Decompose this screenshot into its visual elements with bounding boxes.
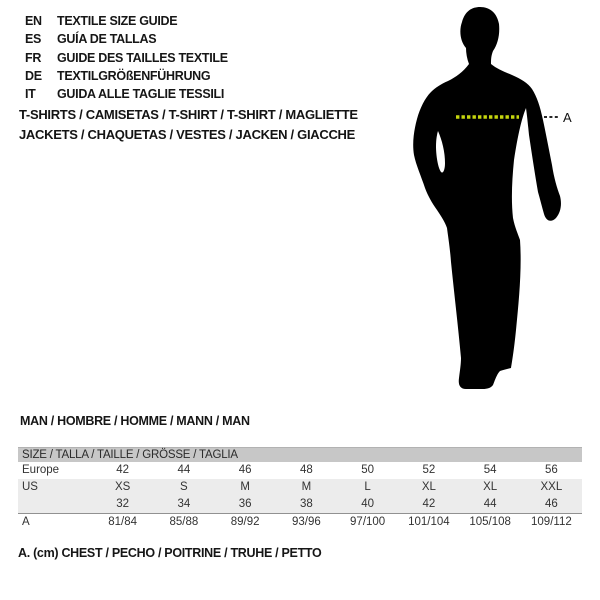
language-label: GUIDA ALLE TAGLIE TESSILI bbox=[57, 87, 225, 102]
language-label: TEXTILE SIZE GUIDE bbox=[57, 14, 178, 28]
table-row-us-numeric bbox=[18, 496, 582, 513]
row-label: A bbox=[22, 516, 30, 528]
row-label: US bbox=[22, 481, 38, 493]
table-cell: XL bbox=[483, 481, 498, 493]
table-cell: 36 bbox=[238, 498, 252, 510]
category-tshirts: T-SHIRTS / CAMISETAS / T-SHIRT / T-SHIRT / MAGLIETTE bbox=[19, 107, 358, 122]
language-label: GUIDE DES TAILLES TEXTILE bbox=[57, 50, 228, 65]
category-jackets: JACKETS / CHAQUETAS / VESTES / JACKEN / GIACCHE bbox=[19, 126, 355, 142]
language-row-fr bbox=[25, 49, 228, 67]
size-table bbox=[18, 447, 582, 531]
language-code: IT bbox=[25, 87, 36, 102]
section-title-man: MAN / HOMBRE / HOMME / MANN / MAN bbox=[20, 414, 250, 428]
table-cell: 101/104 bbox=[408, 516, 450, 528]
measure-label-a: A bbox=[563, 110, 572, 125]
table-cell: 89/92 bbox=[230, 516, 260, 528]
table-cell: 109/112 bbox=[531, 516, 572, 528]
language-list bbox=[25, 12, 228, 103]
table-cell: 42 bbox=[116, 464, 130, 476]
table-cell: 42 bbox=[422, 498, 436, 510]
man-silhouette bbox=[413, 7, 561, 389]
table-cell: XXL bbox=[540, 481, 563, 493]
table-cell: 97/100 bbox=[350, 516, 386, 528]
language-row-es bbox=[25, 30, 228, 48]
table-cell: 81/84 bbox=[108, 516, 138, 528]
language-code: ES bbox=[25, 32, 42, 47]
table-cell: 40 bbox=[361, 498, 375, 510]
table-cell: 46 bbox=[238, 464, 252, 476]
table-cell: XL bbox=[421, 481, 436, 493]
table-cell: 54 bbox=[483, 464, 497, 476]
table-cell: S bbox=[180, 481, 188, 493]
table-cell: M bbox=[301, 481, 312, 493]
table-cell: 44 bbox=[177, 464, 191, 476]
garment-categories bbox=[19, 105, 358, 144]
language-code: DE bbox=[25, 68, 42, 83]
language-code: FR bbox=[25, 50, 42, 65]
measurement-footnote: A. (cm) CHEST / PECHO / POITRINE / TRUHE / PETTO bbox=[18, 546, 322, 560]
language-row-en bbox=[25, 12, 228, 30]
row-label: Europe bbox=[22, 464, 60, 476]
table-cell: 52 bbox=[422, 464, 436, 476]
language-label: GUÍA DE TALLAS bbox=[57, 32, 157, 47]
language-label: TEXTILGRÖßENFÜHRUNG bbox=[57, 68, 211, 83]
table-cell: 32 bbox=[116, 498, 130, 510]
table-row-europe bbox=[18, 462, 582, 479]
table-cell: 34 bbox=[177, 498, 191, 510]
table-cell: 44 bbox=[483, 498, 497, 510]
table-cell: 93/96 bbox=[291, 516, 321, 528]
language-row-it bbox=[25, 85, 228, 103]
table-row-chest-cm bbox=[18, 513, 582, 531]
size-table-header: SIZE / TALLA / TAILLE / GRÖSSE / TAGLIA bbox=[18, 447, 582, 462]
table-cell: 50 bbox=[361, 464, 375, 476]
language-code: EN bbox=[25, 14, 42, 28]
table-cell: 38 bbox=[299, 498, 313, 510]
table-cell: 46 bbox=[544, 498, 558, 510]
language-row-de bbox=[25, 67, 228, 85]
table-cell: XS bbox=[114, 481, 131, 493]
table-cell: 105/108 bbox=[469, 516, 511, 528]
table-cell: M bbox=[240, 481, 250, 493]
table-row-us bbox=[18, 479, 582, 496]
table-cell: 85/88 bbox=[169, 516, 199, 528]
table-cell: 48 bbox=[299, 464, 313, 476]
measurement-figure bbox=[400, 0, 600, 400]
table-cell: L bbox=[364, 481, 371, 493]
table-cell: 56 bbox=[544, 464, 558, 476]
